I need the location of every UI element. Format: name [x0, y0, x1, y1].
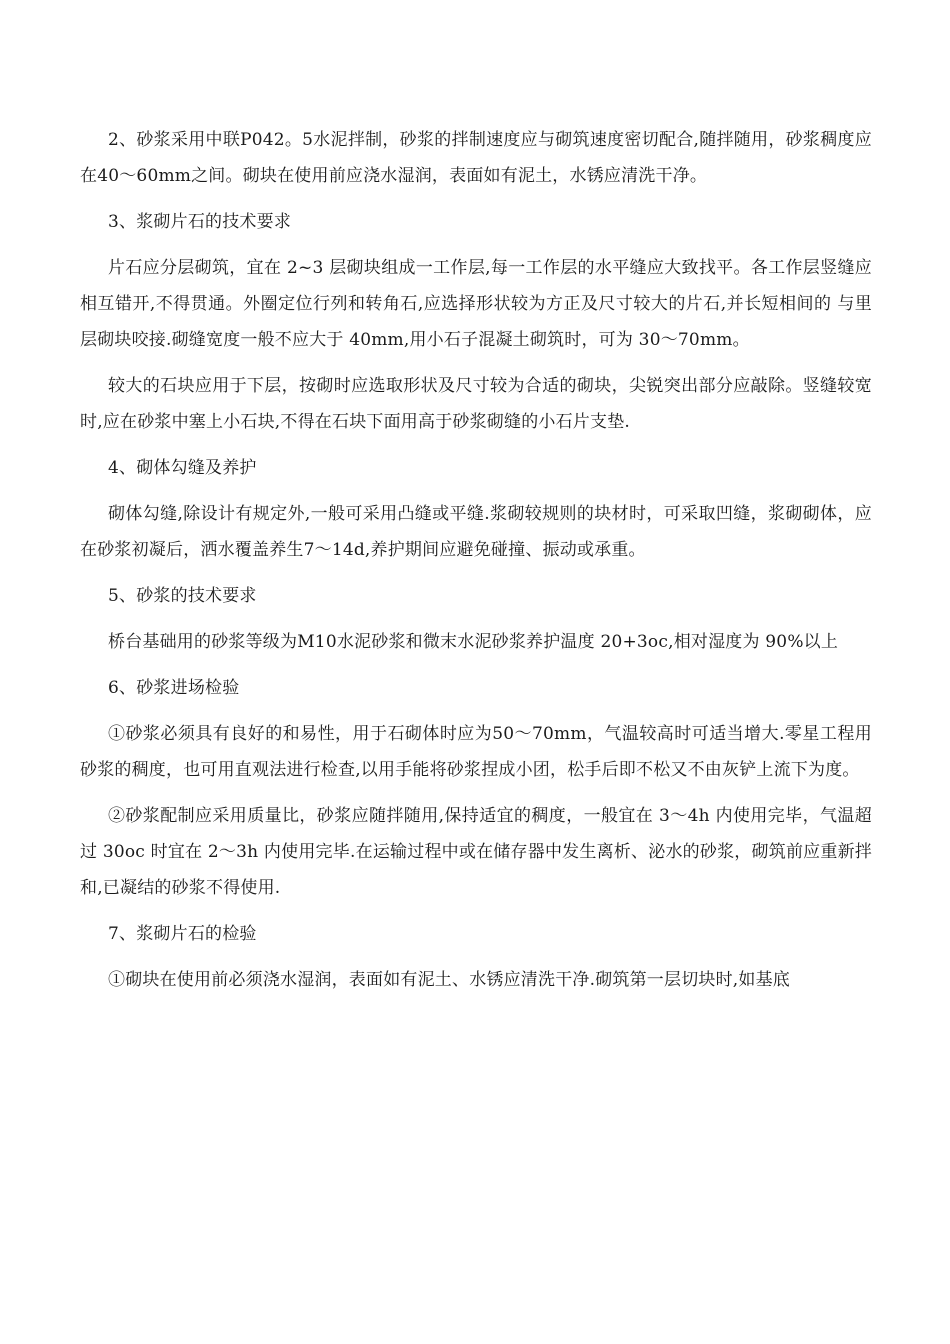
section-heading-rubble-masonry-requirements: 3、浆砌片石的技术要求	[108, 212, 292, 232]
paragraph-layered-masonry: 片石应分层砌筑，宜在 2~3 层砌块组成一工作层,每一工作层的水平缝应大致找平。各工作层竖缝应相互错开,不得贯通。外圈定位行列和转角石,应选择形状较为方正及尺寸较大的片石,并长短相间的 与里层砌块咬接.砌缝宽度一般不应大于 40mm,用小石子混凝土砌筑时，可为 30～70mm。	[80, 258, 872, 350]
section-heading-mortar-inspection: 6、砂浆进场检验	[108, 678, 240, 698]
paragraph-mortar-workability: ①砂浆必须具有良好的和易性，用于石砌体时应为50～70mm，气温较高时可适当增大.零星工程用砂浆的稠度，也可用直观法进行检查,以用手能将砂浆捏成小团，松手后即不松又不由灰铲上流下为度。	[80, 724, 872, 780]
paragraph-mortar-grade: 桥台基础用的砂浆等级为M10水泥砂浆和微末水泥砂浆养护温度 20+3oc,相对湿度为 90%以上	[108, 632, 839, 652]
paragraph-mortar-mixing: 2、砂浆采用中联P042。5水泥拌制，砂浆的拌制速度应与砌筑速度密切配合,随拌随用，砂浆稠度应在40～60mm之间。砌块在使用前应浇水湿润，表面如有泥土，水锈应清洗干净。	[80, 130, 872, 186]
paragraph-block-wetting: ①砌块在使用前必须浇水湿润，表面如有泥土、水锈应清洗干净.砌筑第一层切块时,如基底	[108, 970, 791, 990]
section-heading-pointing-curing: 4、砌体勾缝及养护	[108, 458, 257, 478]
paragraph-large-stones: 较大的石块应用于下层，按砌时应选取形状及尺寸较为合适的砌块，尖锐突出部分应敲除。竖缝较宽时,应在砂浆中塞上小石块,不得在石块下面用高于砂浆砌缝的小石片支垫.	[80, 376, 872, 432]
document-body	[80, 122, 872, 1008]
paragraph-pointing-curing: 砌体勾缝,除设计有规定外,一般可采用凸缝或平缝.浆砌较规则的块材时，可采取凹缝，浆砌砌体，应在砂浆初凝后，洒水覆盖养生7～14d,养护期间应避免碰撞、振动或承重。	[80, 504, 872, 560]
section-heading-rubble-masonry-inspection: 7、浆砌片石的检验	[108, 924, 257, 944]
paragraph-mortar-mix-ratio: ②砂浆配制应采用质量比，砂浆应随拌随用,保持适宜的稠度，一般宜在 3～4h 内使用完毕，气温超过 30oc 时宜在 2～3h 内使用完毕.在运输过程中或在储存器中发生离析、泌水的砂浆，砌筑前应重新拌和,已凝结的砂浆不得使用.	[80, 806, 872, 898]
section-heading-mortar-requirements: 5、砂浆的技术要求	[108, 586, 257, 606]
